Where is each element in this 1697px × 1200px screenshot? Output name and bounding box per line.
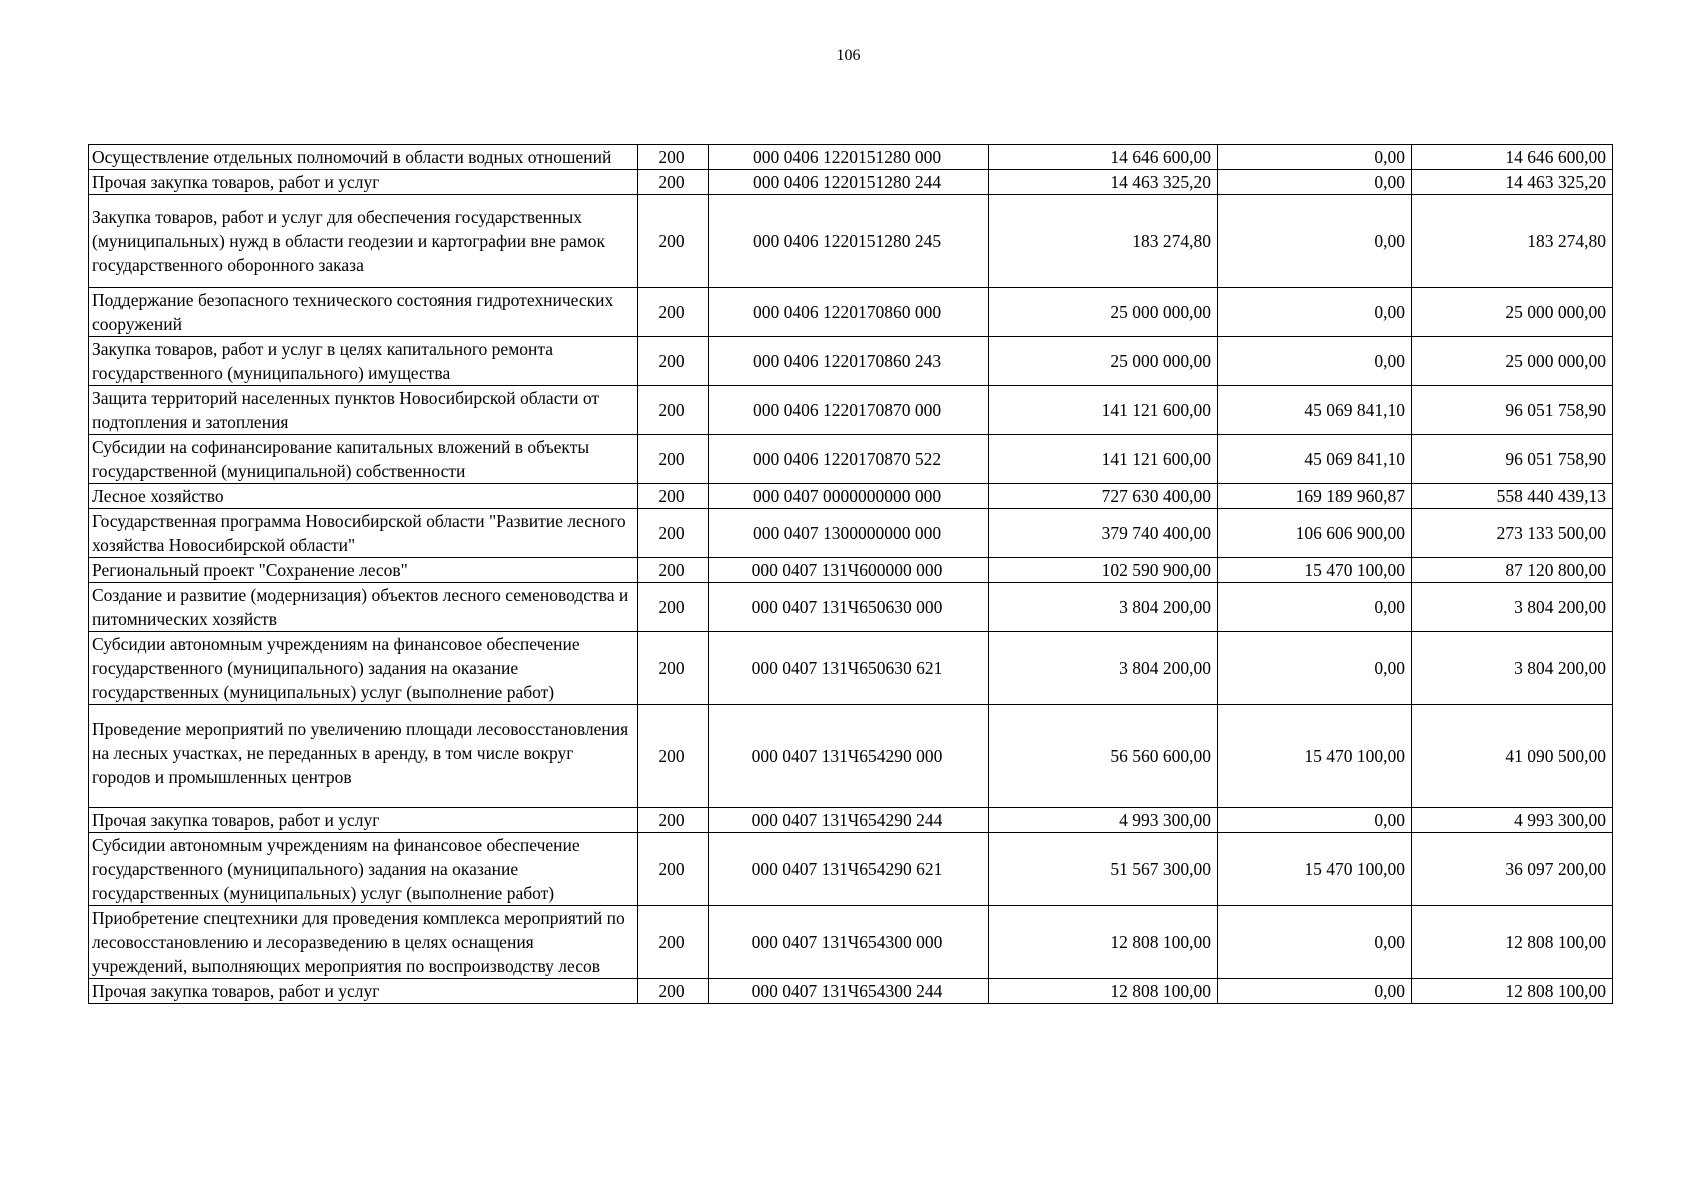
row-line-code-cell: 200 xyxy=(638,906,709,979)
row-executed-amount-cell: 0,00 xyxy=(1218,195,1412,288)
row-approved-amount-cell: 141 121 600,00 xyxy=(989,386,1218,435)
row-remaining-amount-cell: 4 993 300,00 xyxy=(1412,808,1613,833)
row-name-cell: Проведение мероприятий по увеличению площади лесовосстановления на лесных участках, не переданных в аренду, в том числе вокруг городов и промышленных центров xyxy=(89,705,638,808)
row-line-code-cell: 200 xyxy=(638,484,709,509)
row-approved-amount-cell: 102 590 900,00 xyxy=(989,558,1218,583)
row-line-code-cell: 200 xyxy=(638,808,709,833)
row-approved-amount-cell: 25 000 000,00 xyxy=(989,337,1218,386)
row-remaining-amount-cell: 41 090 500,00 xyxy=(1412,705,1613,808)
row-approved-amount-cell: 14 463 325,20 xyxy=(989,170,1218,195)
row-executed-amount-cell: 0,00 xyxy=(1218,979,1412,1004)
row-budget-code-cell: 000 0406 1220170870 000 xyxy=(709,386,989,435)
row-name-cell: Прочая закупка товаров, работ и услуг xyxy=(89,170,638,195)
row-name-cell: Закупка товаров, работ и услуг для обеспечения государственных (муниципальных) нужд в области геодезии и картографии вне рамок государственного оборонного заказа xyxy=(89,195,638,288)
row-remaining-amount-cell: 25 000 000,00 xyxy=(1412,288,1613,337)
row-remaining-amount-cell: 87 120 800,00 xyxy=(1412,558,1613,583)
row-approved-amount-cell: 141 121 600,00 xyxy=(989,435,1218,484)
row-name-cell: Региональный проект "Сохранение лесов" xyxy=(89,558,638,583)
table-row xyxy=(89,337,1613,386)
row-budget-code-cell: 000 0407 1300000000 000 xyxy=(709,509,989,558)
table-row xyxy=(89,509,1613,558)
table-row xyxy=(89,583,1613,632)
row-remaining-amount-cell: 14 646 600,00 xyxy=(1412,145,1613,170)
row-line-code-cell: 200 xyxy=(638,337,709,386)
row-approved-amount-cell: 51 567 300,00 xyxy=(989,833,1218,906)
row-budget-code-cell: 000 0407 131Ч654290 244 xyxy=(709,808,989,833)
row-executed-amount-cell: 45 069 841,10 xyxy=(1218,386,1412,435)
row-name-cell: Осуществление отдельных полномочий в области водных отношений xyxy=(89,145,638,170)
table-row xyxy=(89,808,1613,833)
table-row xyxy=(89,195,1613,288)
row-name-cell: Субсидии автономным учреждениям на финансовое обеспечение государственного (муниципального) задания на оказание государственных (муниципальных) услуг (выполнение работ) xyxy=(89,632,638,705)
row-line-code-cell: 200 xyxy=(638,435,709,484)
row-line-code-cell: 200 xyxy=(638,288,709,337)
row-approved-amount-cell: 727 630 400,00 xyxy=(989,484,1218,509)
row-line-code-cell: 200 xyxy=(638,833,709,906)
row-line-code-cell: 200 xyxy=(638,583,709,632)
budget-execution-table xyxy=(88,144,1613,1004)
row-approved-amount-cell: 14 646 600,00 xyxy=(989,145,1218,170)
row-approved-amount-cell: 3 804 200,00 xyxy=(989,632,1218,705)
row-remaining-amount-cell: 12 808 100,00 xyxy=(1412,979,1613,1004)
row-name-cell: Прочая закупка товаров, работ и услуг xyxy=(89,979,638,1004)
row-approved-amount-cell: 379 740 400,00 xyxy=(989,509,1218,558)
row-remaining-amount-cell: 273 133 500,00 xyxy=(1412,509,1613,558)
row-name-cell: Создание и развитие (модернизация) объектов лесного семеноводства и питомнических хозяйств xyxy=(89,583,638,632)
row-line-code-cell: 200 xyxy=(638,558,709,583)
row-executed-amount-cell: 0,00 xyxy=(1218,337,1412,386)
row-remaining-amount-cell: 558 440 439,13 xyxy=(1412,484,1613,509)
row-budget-code-cell: 000 0406 1220151280 245 xyxy=(709,195,989,288)
row-budget-code-cell: 000 0406 1220170860 000 xyxy=(709,288,989,337)
table-row xyxy=(89,484,1613,509)
table-row xyxy=(89,145,1613,170)
table-row xyxy=(89,170,1613,195)
row-name-cell: Субсидии на софинансирование капитальных вложений в объекты государственной (муниципальной) собственности xyxy=(89,435,638,484)
row-name-cell: Поддержание безопасного технического состояния гидротехнических сооружений xyxy=(89,288,638,337)
row-budget-code-cell: 000 0407 131Ч654290 000 xyxy=(709,705,989,808)
row-budget-code-cell: 000 0407 131Ч654300 244 xyxy=(709,979,989,1004)
row-approved-amount-cell: 3 804 200,00 xyxy=(989,583,1218,632)
table-row xyxy=(89,288,1613,337)
row-executed-amount-cell: 15 470 100,00 xyxy=(1218,833,1412,906)
row-line-code-cell: 200 xyxy=(638,705,709,808)
row-line-code-cell: 200 xyxy=(638,979,709,1004)
row-remaining-amount-cell: 36 097 200,00 xyxy=(1412,833,1613,906)
row-name-cell: Приобретение спецтехники для проведения комплекса мероприятий по лесовосстановлению и лесоразведению в целях оснащения учреждений, выполняющих мероприятия по воспроизводству лесов xyxy=(89,906,638,979)
row-executed-amount-cell: 0,00 xyxy=(1218,170,1412,195)
row-executed-amount-cell: 15 470 100,00 xyxy=(1218,705,1412,808)
row-remaining-amount-cell: 14 463 325,20 xyxy=(1412,170,1613,195)
row-budget-code-cell: 000 0407 131Ч654300 000 xyxy=(709,906,989,979)
row-name-cell: Лесное хозяйство xyxy=(89,484,638,509)
row-approved-amount-cell: 25 000 000,00 xyxy=(989,288,1218,337)
table-row xyxy=(89,558,1613,583)
table-row xyxy=(89,705,1613,808)
row-remaining-amount-cell: 3 804 200,00 xyxy=(1412,583,1613,632)
row-line-code-cell: 200 xyxy=(638,170,709,195)
row-line-code-cell: 200 xyxy=(638,145,709,170)
row-name-cell: Прочая закупка товаров, работ и услуг xyxy=(89,808,638,833)
row-name-cell: Субсидии автономным учреждениям на финансовое обеспечение государственного (муниципального) задания на оказание государственных (муниципальных) услуг (выполнение работ) xyxy=(89,833,638,906)
row-executed-amount-cell: 169 189 960,87 xyxy=(1218,484,1412,509)
row-name-cell: Закупка товаров, работ и услуг в целях капитального ремонта государственного (муниципального) имущества xyxy=(89,337,638,386)
row-remaining-amount-cell: 3 804 200,00 xyxy=(1412,632,1613,705)
row-executed-amount-cell: 15 470 100,00 xyxy=(1218,558,1412,583)
row-name-cell: Государственная программа Новосибирской области "Развитие лесного хозяйства Новосибирской области" xyxy=(89,509,638,558)
row-budget-code-cell: 000 0406 1220170860 243 xyxy=(709,337,989,386)
row-budget-code-cell: 000 0406 1220151280 244 xyxy=(709,170,989,195)
table-row xyxy=(89,833,1613,906)
table-row xyxy=(89,386,1613,435)
row-remaining-amount-cell: 25 000 000,00 xyxy=(1412,337,1613,386)
row-budget-code-cell: 000 0407 131Ч600000 000 xyxy=(709,558,989,583)
row-budget-code-cell: 000 0407 131Ч650630 621 xyxy=(709,632,989,705)
row-line-code-cell: 200 xyxy=(638,195,709,288)
table-row xyxy=(89,632,1613,705)
row-budget-code-cell: 000 0407 131Ч650630 000 xyxy=(709,583,989,632)
row-budget-code-cell: 000 0407 0000000000 000 xyxy=(709,484,989,509)
row-approved-amount-cell: 12 808 100,00 xyxy=(989,979,1218,1004)
row-approved-amount-cell: 12 808 100,00 xyxy=(989,906,1218,979)
row-budget-code-cell: 000 0406 1220151280 000 xyxy=(709,145,989,170)
row-executed-amount-cell: 0,00 xyxy=(1218,808,1412,833)
table-row xyxy=(89,906,1613,979)
row-remaining-amount-cell: 12 808 100,00 xyxy=(1412,906,1613,979)
row-executed-amount-cell: 0,00 xyxy=(1218,583,1412,632)
row-remaining-amount-cell: 96 051 758,90 xyxy=(1412,386,1613,435)
row-remaining-amount-cell: 183 274,80 xyxy=(1412,195,1613,288)
row-line-code-cell: 200 xyxy=(638,386,709,435)
row-approved-amount-cell: 4 993 300,00 xyxy=(989,808,1218,833)
row-executed-amount-cell: 0,00 xyxy=(1218,145,1412,170)
row-line-code-cell: 200 xyxy=(638,509,709,558)
row-executed-amount-cell: 106 606 900,00 xyxy=(1218,509,1412,558)
table-row xyxy=(89,979,1613,1004)
page-number: 106 xyxy=(836,47,861,64)
row-executed-amount-cell: 0,00 xyxy=(1218,906,1412,979)
row-budget-code-cell: 000 0406 1220170870 522 xyxy=(709,435,989,484)
row-approved-amount-cell: 183 274,80 xyxy=(989,195,1218,288)
table-row xyxy=(89,435,1613,484)
row-executed-amount-cell: 45 069 841,10 xyxy=(1218,435,1412,484)
row-remaining-amount-cell: 96 051 758,90 xyxy=(1412,435,1613,484)
row-budget-code-cell: 000 0407 131Ч654290 621 xyxy=(709,833,989,906)
row-line-code-cell: 200 xyxy=(638,632,709,705)
row-approved-amount-cell: 56 560 600,00 xyxy=(989,705,1218,808)
row-executed-amount-cell: 0,00 xyxy=(1218,632,1412,705)
row-executed-amount-cell: 0,00 xyxy=(1218,288,1412,337)
row-name-cell: Защита территорий населенных пунктов Новосибирской области от подтопления и затопления xyxy=(89,386,638,435)
